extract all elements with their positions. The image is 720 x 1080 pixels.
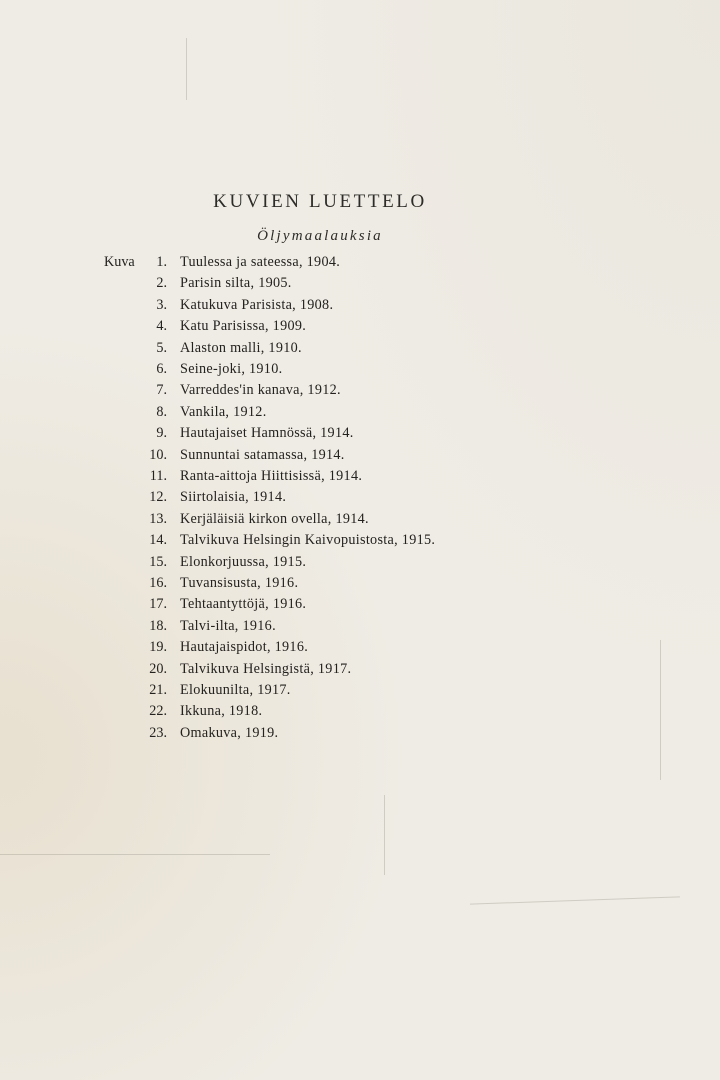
item-number: 13. — [149, 510, 167, 527]
item-number: 6. — [156, 361, 167, 377]
item-text: Kerjäläisiä kirkon ovella, 1914. — [180, 510, 369, 527]
list-item — [0, 273, 720, 294]
item-text: Ikkuna, 1918. — [180, 703, 263, 720]
item-text: Sunnuntai satamassa, 1914. — [180, 446, 345, 463]
list-item — [0, 509, 720, 530]
paper-mark — [470, 896, 680, 904]
list-item — [0, 680, 720, 701]
section-subtitle: Öljymaalauksia — [257, 228, 383, 244]
item-number: 20. — [149, 660, 167, 677]
item-number: 19. — [149, 639, 167, 656]
list-item — [0, 466, 720, 487]
list-item — [0, 380, 720, 401]
item-text: Hautajaispidot, 1916. — [180, 639, 309, 656]
list-item — [0, 616, 720, 637]
item-number: 3. — [156, 296, 167, 313]
list-item — [0, 423, 720, 444]
item-text: Alaston malli, 1910. — [180, 339, 302, 356]
item-number: 22. — [149, 703, 167, 720]
paper-mark — [186, 38, 187, 100]
item-text: Siirtolaisia, 1914. — [180, 489, 287, 506]
item-number: 2. — [156, 275, 167, 292]
item-text: Talvi-ilta, 1916. — [180, 617, 276, 634]
list-item — [0, 252, 720, 273]
item-number: 23. — [149, 724, 167, 741]
list-item — [0, 316, 720, 337]
item-text: Ranta-aittoja Hiittisissä, 1914. — [180, 468, 363, 484]
item-number: 1. — [156, 254, 167, 270]
item-number: 14. — [149, 532, 167, 549]
item-number: 12. — [149, 489, 167, 506]
list-item — [0, 530, 720, 551]
item-number: 4. — [156, 318, 167, 335]
item-text: Hautajaiset Hamnössä, 1914. — [180, 425, 354, 442]
list-item — [0, 295, 720, 316]
list-item — [0, 338, 720, 359]
item-number: 9. — [156, 425, 167, 442]
item-number: 17. — [149, 596, 167, 613]
item-number: 16. — [149, 575, 167, 591]
item-text: Talvikuva Helsingin Kaivopuistosta, 1915. — [180, 532, 436, 549]
list-item — [0, 594, 720, 615]
item-text: Vankila, 1912. — [180, 403, 267, 420]
paper-mark — [384, 795, 385, 875]
item-text: Parisin silta, 1905. — [180, 275, 292, 292]
paper-mark — [0, 854, 270, 855]
item-number: 10. — [149, 446, 167, 463]
list-item — [0, 487, 720, 508]
item-number: 8. — [156, 403, 167, 420]
list-item — [0, 659, 720, 680]
list-item — [0, 701, 720, 722]
list-item — [0, 445, 720, 466]
item-text: Seine-joki, 1910. — [180, 361, 283, 377]
item-number: 21. — [149, 682, 167, 698]
item-text: Tehtaantyttöjä, 1916. — [180, 596, 307, 613]
item-number: 7. — [156, 382, 167, 399]
list-item — [0, 723, 720, 744]
item-number: 11. — [149, 468, 167, 484]
item-text: Katukuva Parisista, 1908. — [180, 296, 334, 313]
item-text: Elokuunilta, 1917. — [180, 682, 291, 698]
item-number: 5. — [156, 339, 167, 356]
item-text: Talvikuva Helsingistä, 1917. — [180, 660, 352, 677]
list-item — [0, 402, 720, 423]
item-text: Elonkorjuussa, 1915. — [180, 553, 307, 570]
list-item — [0, 552, 720, 573]
item-text: Katu Parisissa, 1909. — [180, 318, 307, 335]
item-text: Omakuva, 1919. — [180, 724, 279, 741]
page-title: KUVIEN LUETTELO — [213, 191, 427, 212]
list-prefix: Kuva — [104, 254, 135, 270]
list-item — [0, 637, 720, 658]
list-item — [0, 359, 720, 380]
item-text: Varreddes'in kanava, 1912. — [180, 382, 341, 399]
item-text: Tuulessa ja sateessa, 1904. — [180, 254, 341, 270]
item-text: Tuvansisusta, 1916. — [180, 575, 299, 591]
item-number: 15. — [149, 553, 167, 570]
list-item — [0, 573, 720, 594]
item-number: 18. — [149, 617, 167, 634]
